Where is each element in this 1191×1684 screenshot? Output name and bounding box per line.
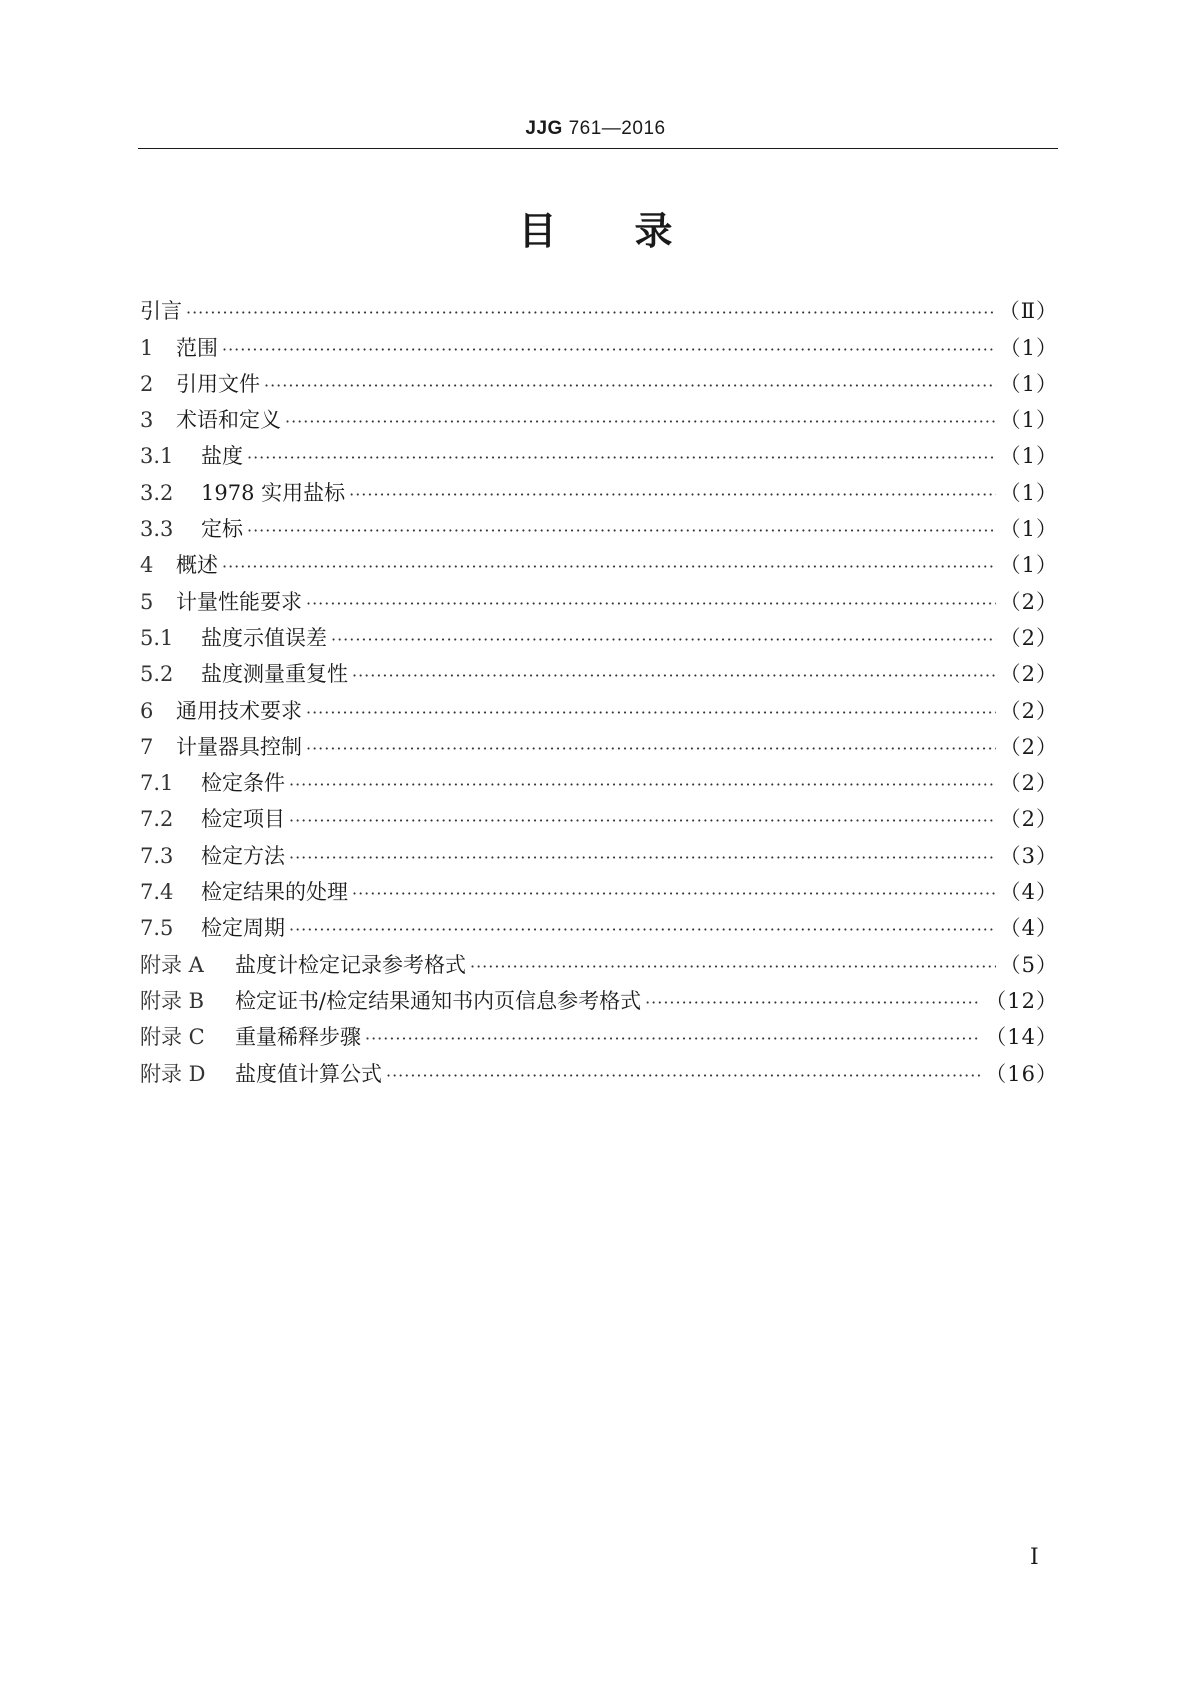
toc-leader-dots xyxy=(470,956,996,978)
toc-page-ref: （4） xyxy=(999,916,1058,941)
toc-entry-label: 检定方法 xyxy=(201,843,285,868)
toc-leader-dots xyxy=(331,629,996,651)
toc-section-number: 2 xyxy=(140,371,154,396)
toc-page-ref: （Ⅱ） xyxy=(998,299,1058,324)
toc-entry-label: 检定条件 xyxy=(201,771,285,796)
toc-page-ref: （16） xyxy=(985,1061,1058,1086)
toc-section-number: 7.4 xyxy=(140,880,174,905)
toc-row[interactable] xyxy=(140,397,1058,433)
toc-appendix-number: 附录 D xyxy=(140,1061,206,1086)
toc-entry-label: 通用技术要求 xyxy=(176,698,302,723)
toc-page-ref: （1） xyxy=(999,335,1058,360)
toc-section-number: 3.3 xyxy=(140,517,174,542)
toc-row[interactable] xyxy=(140,905,1058,941)
toc-row[interactable] xyxy=(140,651,1058,687)
toc-leader-dots xyxy=(352,665,996,687)
toc-leader-dots xyxy=(289,774,996,796)
toc-entry-label: 计量器具控制 xyxy=(176,734,302,759)
toc-leader-dots xyxy=(247,520,996,542)
toc-entry-label: 术语和定义 xyxy=(176,408,281,433)
toc-section-number: 5.1 xyxy=(140,625,174,650)
toc-section-number: 5 xyxy=(140,589,154,614)
toc-leader-dots xyxy=(386,1065,981,1087)
toc-section-number: 3.2 xyxy=(140,480,174,505)
toc-row[interactable] xyxy=(140,941,1058,977)
toc-section-number: 5.2 xyxy=(140,662,174,687)
toc-page-ref: （1） xyxy=(999,480,1058,505)
toc-page-ref: （4） xyxy=(999,880,1058,905)
toc-appendix-number: 附录 C xyxy=(140,1025,205,1050)
document-code-number: 761—2016 xyxy=(562,118,666,139)
toc-page-ref: （14） xyxy=(985,1025,1058,1050)
toc-leader-dots xyxy=(289,847,996,869)
toc-row[interactable] xyxy=(140,869,1058,905)
toc-entry-label: 定标 xyxy=(201,517,243,542)
toc-page-ref: （1） xyxy=(999,444,1058,469)
toc-row[interactable] xyxy=(140,796,1058,832)
document-code-prefix: JJG xyxy=(525,118,563,139)
toc-entry-label: 盐度测量重复性 xyxy=(201,662,348,687)
toc-entry-label: 引用文件 xyxy=(176,371,260,396)
toc-section-number: 3 xyxy=(140,408,154,433)
toc-entry-label: 盐度计检定记录参考格式 xyxy=(235,952,466,977)
toc-page-ref: （2） xyxy=(999,625,1058,650)
table-of-contents xyxy=(140,288,1058,1087)
toc-entry-label: 盐度值计算公式 xyxy=(235,1061,382,1086)
toc-page-ref: （2） xyxy=(999,698,1058,723)
toc-entry-label: 检定证书/检定结果通知书内页信息参考格式 xyxy=(235,988,642,1013)
toc-page-ref: （2） xyxy=(999,807,1058,832)
toc-row[interactable] xyxy=(140,288,1058,324)
toc-section-number: 7.5 xyxy=(140,916,174,941)
toc-section-number: 6 xyxy=(140,698,154,723)
toc-section-number: 4 xyxy=(140,553,154,578)
toc-row[interactable] xyxy=(140,433,1058,469)
toc-section-number: 7.3 xyxy=(140,843,174,868)
toc-leader-dots xyxy=(289,919,996,941)
toc-leader-dots xyxy=(186,302,995,324)
header-divider xyxy=(138,148,1058,149)
toc-page-ref: （1） xyxy=(999,517,1058,542)
toc-page-ref: （2） xyxy=(999,771,1058,796)
toc-entry-label: 盐度 xyxy=(201,444,243,469)
toc-entry-label: 概述 xyxy=(176,553,218,578)
toc-leader-dots xyxy=(289,810,996,832)
toc-row[interactable] xyxy=(140,724,1058,760)
toc-section-number: 7.1 xyxy=(140,771,174,796)
toc-entry-label: 检定项目 xyxy=(201,807,285,832)
toc-row[interactable] xyxy=(140,324,1058,360)
toc-row[interactable] xyxy=(140,1050,1058,1086)
toc-entry-label: 计量性能要求 xyxy=(176,589,302,614)
toc-entry-label: 盐度示值误差 xyxy=(201,625,327,650)
toc-leader-dots xyxy=(222,556,996,578)
toc-leader-dots xyxy=(306,593,996,615)
toc-page-ref: （5） xyxy=(999,952,1058,977)
toc-row[interactable] xyxy=(140,978,1058,1014)
toc-page-ref: （2） xyxy=(999,589,1058,614)
page-number: Ⅰ xyxy=(1030,1545,1039,1570)
toc-page-ref: （1） xyxy=(999,408,1058,433)
toc-leader-dots xyxy=(306,702,996,724)
toc-section-number: 3.1 xyxy=(140,444,174,469)
toc-row[interactable] xyxy=(140,361,1058,397)
toc-entry-label: 检定结果的处理 xyxy=(201,880,348,905)
page-title: 目录 xyxy=(518,209,751,253)
toc-page-ref: （3） xyxy=(999,843,1058,868)
toc-section-number: 7.2 xyxy=(140,807,174,832)
toc-leader-dots xyxy=(247,447,996,469)
toc-leader-dots xyxy=(645,992,981,1014)
toc-row[interactable] xyxy=(140,832,1058,868)
toc-row[interactable] xyxy=(140,578,1058,614)
toc-row[interactable] xyxy=(140,542,1058,578)
toc-appendix-number: 附录 A xyxy=(140,952,204,977)
toc-row[interactable] xyxy=(140,506,1058,542)
document-code xyxy=(0,118,1191,140)
toc-leader-dots xyxy=(349,484,996,506)
toc-leader-dots xyxy=(306,738,996,760)
toc-row[interactable] xyxy=(140,760,1058,796)
toc-entry-label: 1978 实用盐标 xyxy=(201,480,346,505)
toc-entry-label: 检定周期 xyxy=(201,916,285,941)
toc-row[interactable] xyxy=(140,469,1058,505)
toc-page-ref: （12） xyxy=(985,988,1058,1013)
toc-leader-dots xyxy=(285,411,996,433)
toc-section-number: 7 xyxy=(140,734,154,759)
toc-entry-label: 重量稀释步骤 xyxy=(235,1025,361,1050)
toc-entry-label: 引言 xyxy=(140,299,182,324)
toc-appendix-number: 附录 B xyxy=(140,988,205,1013)
toc-page-ref: （1） xyxy=(999,371,1058,396)
toc-page-ref: （2） xyxy=(999,734,1058,759)
toc-page-ref: （2） xyxy=(999,662,1058,687)
toc-leader-dots xyxy=(352,883,996,905)
toc-section-number: 1 xyxy=(140,335,154,360)
toc-entry-label: 范围 xyxy=(176,335,218,360)
toc-leader-dots xyxy=(222,339,996,361)
toc-leader-dots xyxy=(264,375,996,397)
toc-row[interactable] xyxy=(140,687,1058,723)
toc-leader-dots xyxy=(365,1028,981,1050)
toc-row[interactable] xyxy=(140,1014,1058,1050)
toc-row[interactable] xyxy=(140,615,1058,651)
toc-page-ref: （1） xyxy=(999,553,1058,578)
